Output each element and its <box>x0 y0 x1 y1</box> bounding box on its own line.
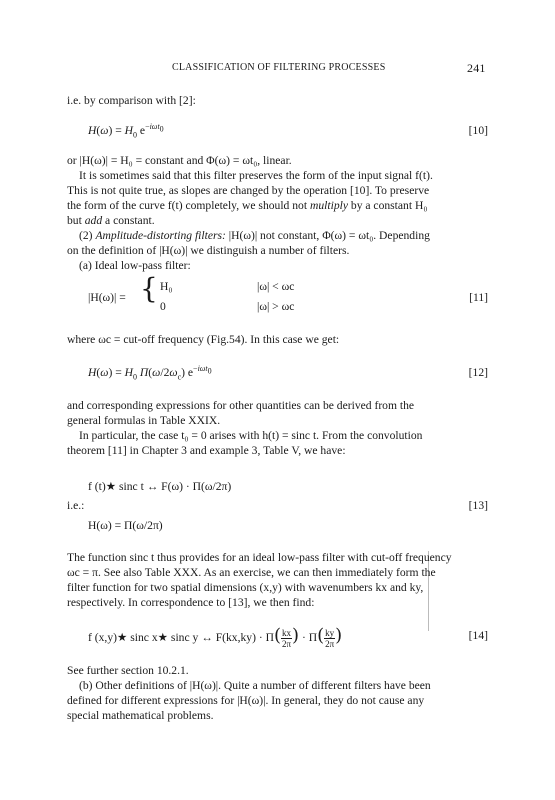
text-line: i.e.: <box>67 499 85 512</box>
text-line: This is not quite true, as slopes are changed by the operation [10]. To preserve <box>67 184 430 197</box>
equation-11-case2: 0 <box>160 300 166 313</box>
text-line: special mathematical problems. <box>67 709 214 722</box>
equation-number: [14] <box>468 629 488 642</box>
equation-12: $H(\omega) = H_0$ $\Pi(\omega/2\omega_c)$ $e^{-i\omega t_0}$ <box>88 364 212 382</box>
text-line: where ωc = cut-off frequency (Fig.54). In this case we get: <box>67 333 340 346</box>
equation-number: [13] <box>468 499 488 512</box>
running-header-title: CLASSIFICATION OF FILTERING PROCESSES <box>172 62 386 73</box>
text-line: and corresponding expressions for other quantities can be derived from the <box>67 399 415 412</box>
left-brace: { <box>140 272 158 305</box>
equation-10: $H(\omega) = H_0$ $e^{-i\omega t_0}$ <box>88 122 164 140</box>
emphasis: add <box>84 214 103 227</box>
equation-number: [10] <box>468 124 488 137</box>
equation-number: [11] <box>469 291 488 304</box>
equation-11-lhs: |H(ω)| = <box>88 291 126 304</box>
equation-13b: H(ω) = Π(ω/2π) <box>88 519 163 532</box>
text-line: general formulas in Table XXIX. <box>67 414 221 427</box>
text-line: the form of the curve f(t) completely, we should not multiply by a constant H₀ <box>67 199 428 212</box>
text-line: defined for different expressions for |H(ω)|. In general, they do not cause any <box>67 694 425 707</box>
equation-11-cond1: |ω| < ωc <box>257 280 295 293</box>
text-line: filter function for two spatial dimensions (x,y) with wavenumbers kx and ky, <box>67 581 424 594</box>
text-line: or |H(ω)| = H₀ = constant and Φ(ω) = ωt₀, linear. <box>67 154 292 167</box>
text-line: (b) Other definitions of |H(ω)|. Quite a number of different filters have been <box>79 679 431 692</box>
text-line: theorem [11] in Chapter 3 and example 3, Table V, we have: <box>67 444 346 457</box>
equation-13a: f (t)★ sinc t ↔ F(ω) · Π(ω/2π) <box>88 480 232 493</box>
emphasis: multiply <box>309 199 348 212</box>
page-number: 241 <box>467 61 486 75</box>
text-line: See further section 10.2.1. <box>67 664 189 677</box>
emphasis: Amplitude-distorting filters: <box>95 229 226 242</box>
text-line: (a) Ideal low-pass filter: <box>79 259 191 272</box>
text-line: i.e. by comparison with [2]: <box>67 94 196 107</box>
equation-14: f (x,y)★ sinc x★ sinc y ↔ F(kx,ky) · Π( $\frac{kx}{2\pi}$ ) · Π( $\frac{ky}{2\pi}$ ) <box>88 625 343 649</box>
text-line: ωc = π. See also Table XXX. As an exercise, we can then immediately form the <box>67 566 436 579</box>
text-line: It is sometimes said that this filter preserves the form of the input signal f(t). <box>79 169 433 182</box>
equation-11-cond2: |ω| > ωc <box>257 300 295 313</box>
equation-number: [12] <box>468 366 488 379</box>
text-line: (2) Amplitude-distorting filters: |H(ω)| not constant, Φ(ω) = ωt₀. Depending <box>79 229 430 242</box>
equation-11-case1: H₀ <box>160 280 173 293</box>
text-line: but add a constant. <box>67 214 155 227</box>
text-line: In particular, the case t₀ = 0 arises with h(t) = sinc t. From the convolution <box>79 429 423 442</box>
text-line: on the definition of |H(ω)| we distinguish a number of filters. <box>67 244 350 257</box>
text-line: respectively. In correspondence to [13], we then find: <box>67 596 315 609</box>
text-line: The function sinc t thus provides for an ideal low-pass filter with cut-off frequency <box>67 551 452 564</box>
